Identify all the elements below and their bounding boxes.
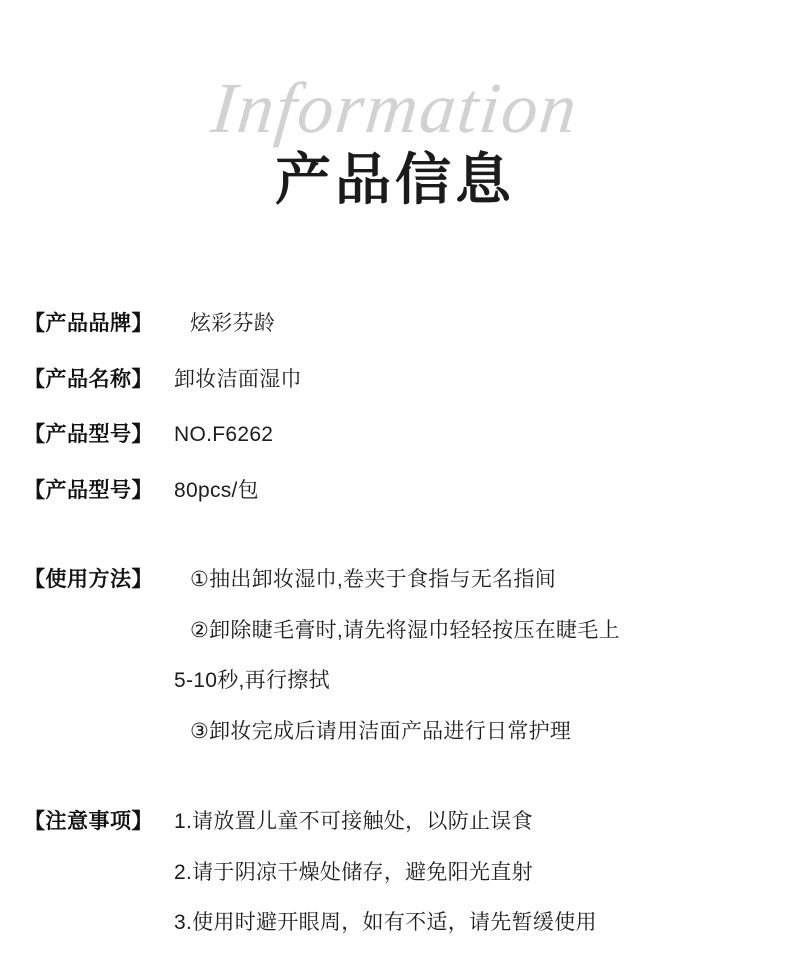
section-spacer — [0, 772, 790, 806]
spec-value: 炫彩芬龄 — [190, 312, 276, 335]
spec-label: 【产品名称】 — [24, 367, 153, 391]
page-header — [0, 0, 790, 250]
product-info-section — [0, 250, 790, 940]
spec-label: 【产品型号】 — [24, 423, 153, 446]
notice-line: 3.使用时避开眼周，如有不适，请先暂缓使用 — [174, 911, 597, 935]
usage-label: 【使用方法】 — [24, 568, 153, 591]
notice-line: 2.请于阴凉干燥处储存，避免阳光直射 — [174, 860, 533, 884]
notice-section — [0, 806, 790, 940]
notice-line: 1.请放置儿童不可接触处，以防止误食 — [174, 810, 533, 834]
spec-row-model — [0, 419, 790, 451]
notice-label: 【注意事项】 — [24, 810, 153, 834]
spec-row-brand — [0, 308, 790, 340]
usage-section — [0, 564, 790, 748]
spec-value: NO.F6262 — [174, 423, 274, 446]
notice-lines — [174, 806, 790, 940]
usage-line: ②卸除睫毛膏时,请先将湿巾轻轻按压在睫毛上 — [190, 618, 620, 642]
spec-label: 【产品品牌】 — [24, 312, 153, 335]
spec-row-quantity — [0, 475, 790, 507]
page-title: 产品信息 — [275, 148, 515, 211]
spec-value: 80pcs/包 — [174, 478, 259, 502]
usage-line: ③卸妆完成后请用洁面产品进行日常护理 — [190, 719, 572, 743]
spec-row-name — [0, 364, 790, 396]
decorative-script-title: Information — [207, 68, 583, 148]
section-spacer — [0, 530, 790, 564]
usage-lines — [174, 564, 790, 748]
usage-line: 5-10秒,再行擦拭 — [174, 669, 330, 693]
spec-label: 【产品型号】 — [24, 478, 153, 502]
usage-line: ①抽出卸妆湿巾,卷夹于食指与无名指间 — [190, 568, 557, 591]
spec-value: 卸妆洁面湿巾 — [174, 367, 302, 391]
